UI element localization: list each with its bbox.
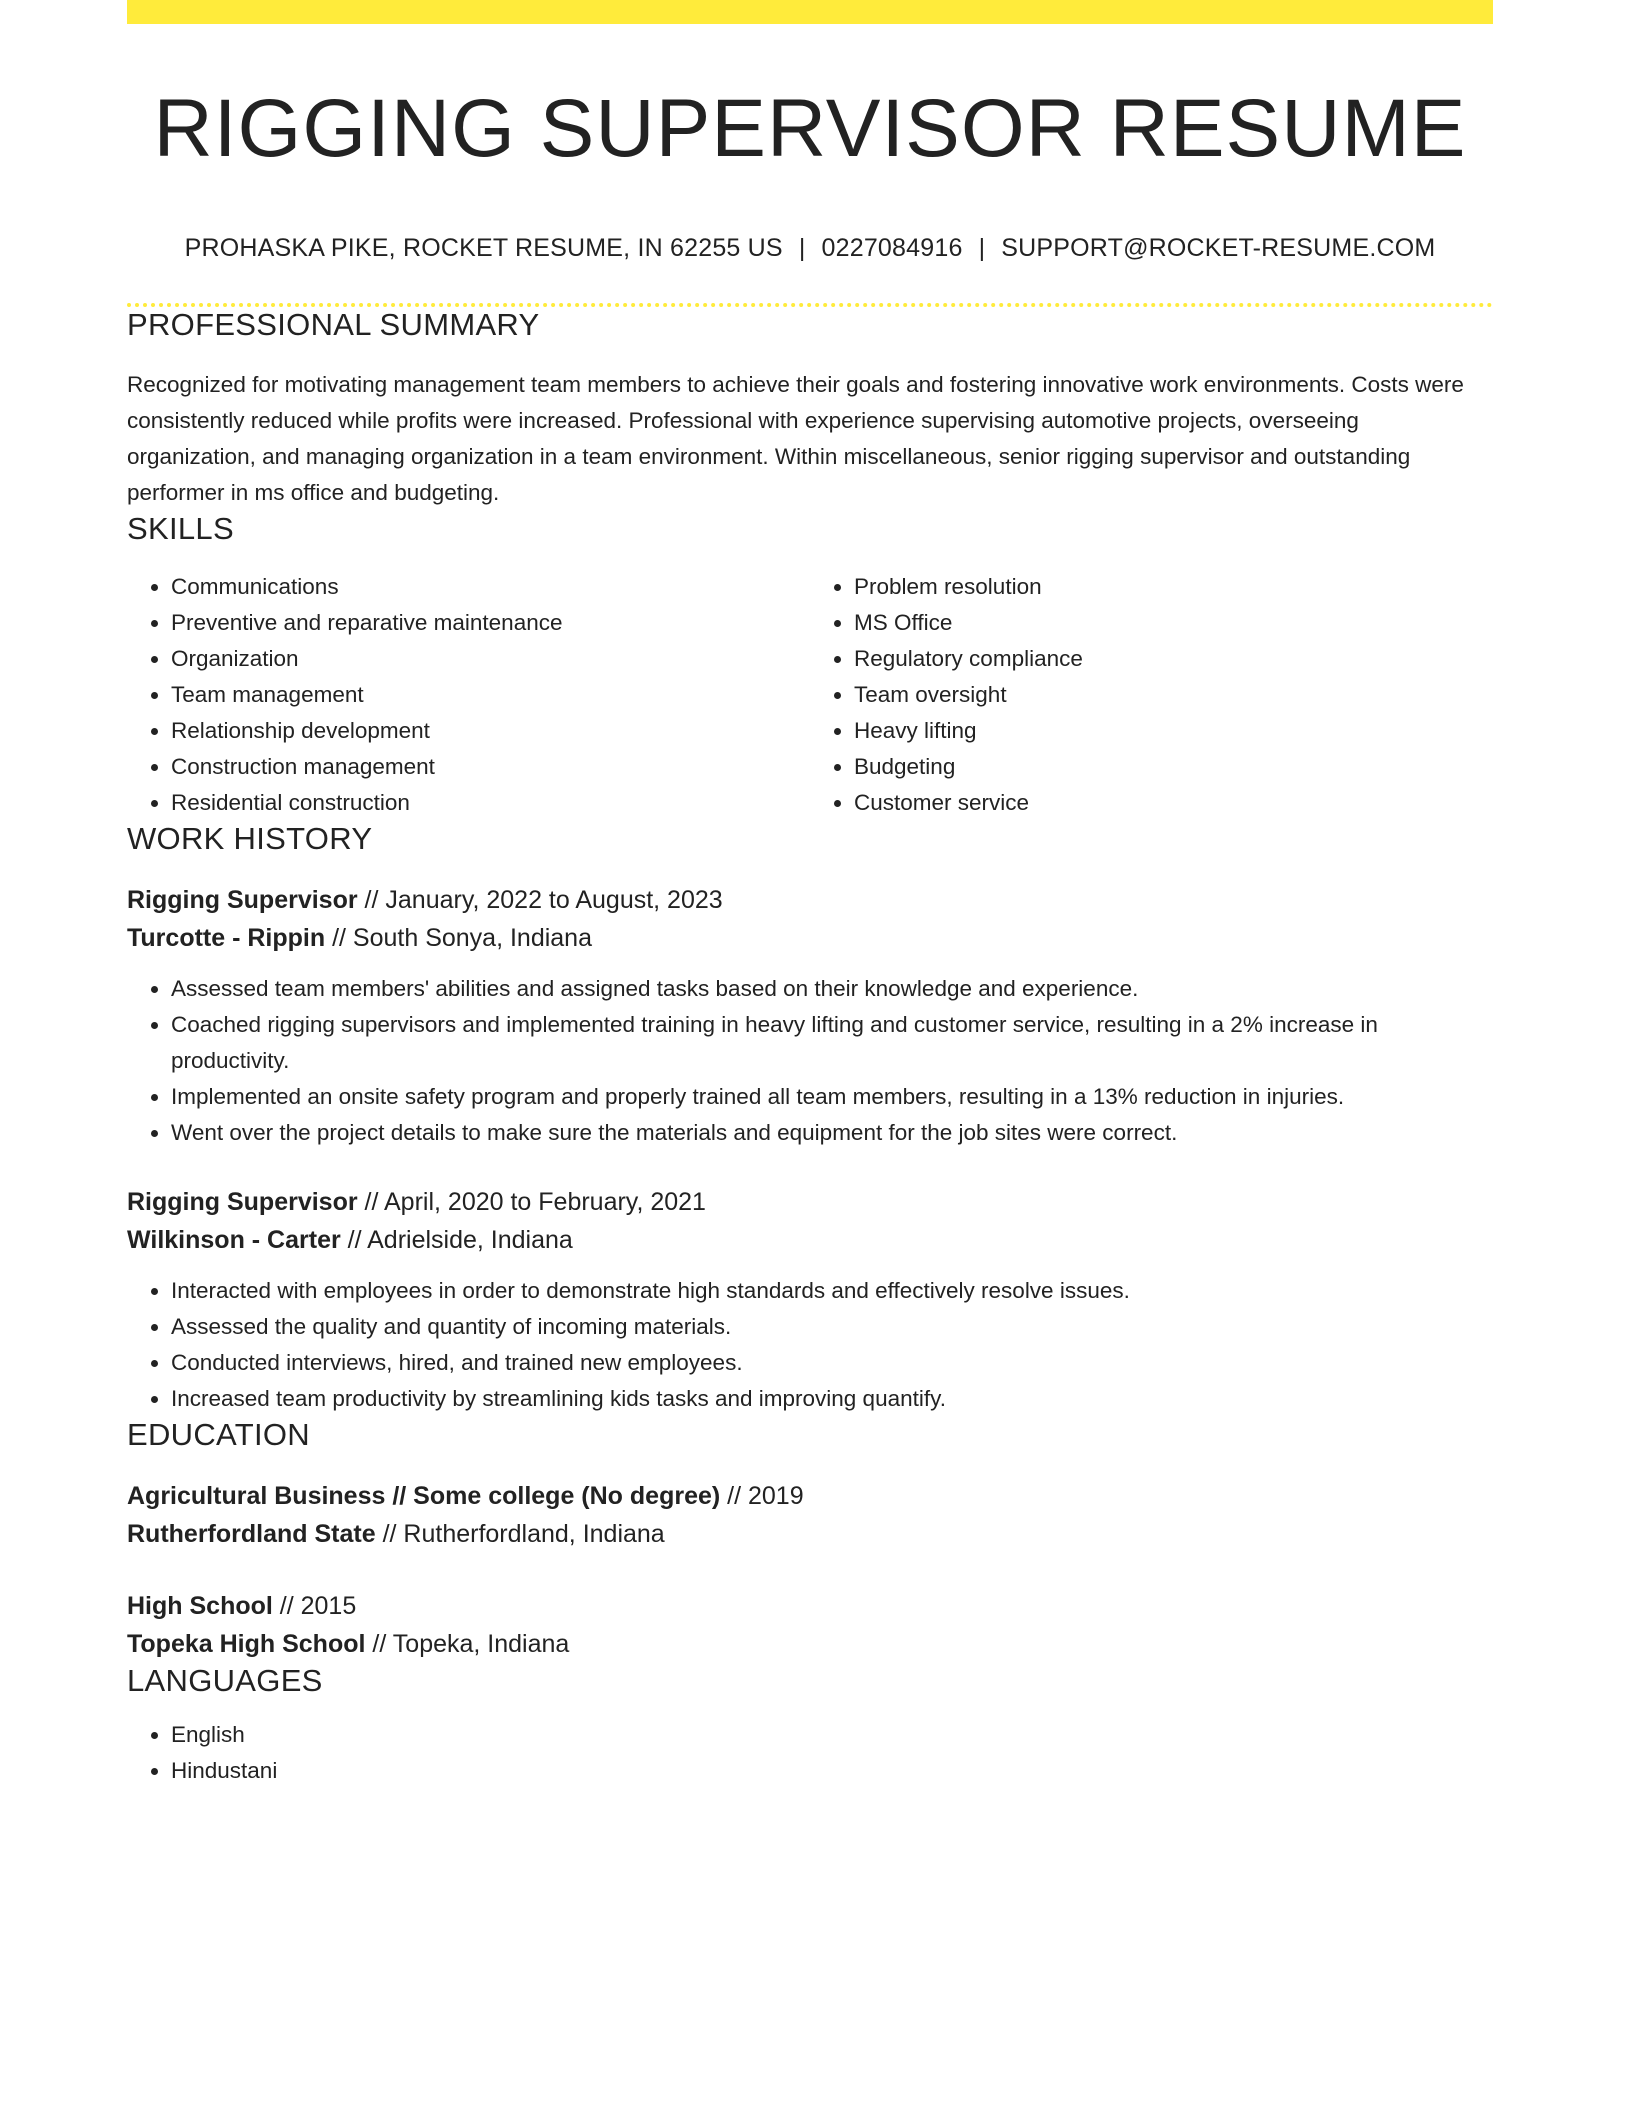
duty-item: • Conducted interviews, hired, and trained new employees. (171, 1345, 1493, 1381)
job-title-line (127, 881, 1493, 919)
education-school: Rutherfordland State (127, 1520, 376, 1549)
job-dates: // April, 2020 to February, 2021 (364, 1188, 706, 1217)
education-heading: EDUCATION (127, 1417, 310, 1453)
duty-item: • Went over the project details to make sure the materials and equipment for the job sites were correct. (171, 1115, 1493, 1151)
resume-page (127, 0, 1493, 1789)
job-location: // South Sonya, Indiana (332, 924, 592, 953)
contact-separator: | (978, 234, 986, 263)
languages-list (127, 1717, 1493, 1789)
duty-item: • Assessed team members' abilities and assigned tasks based on their knowledge and experience. (171, 971, 1493, 1007)
language-item: • Hindustani (171, 1753, 1493, 1789)
duty-item: • Implemented an onsite safety program and properly trained all team members, resulting in a 13% reduction in injuries. (171, 1079, 1493, 1115)
education-year: // 2019 (727, 1482, 804, 1511)
education-entry (127, 1587, 1493, 1663)
contact-phone: 0227084916 (821, 234, 963, 263)
contact-address: PROHASKA PIKE, ROCKET RESUME, IN 62255 US (184, 234, 783, 263)
education-year: // 2015 (279, 1592, 357, 1621)
skills-list (127, 569, 1493, 821)
skill-item: • Team management (171, 677, 810, 713)
job-company: Turcotte - Rippin (127, 924, 326, 953)
skills-column-left (127, 569, 810, 821)
job-company: Wilkinson - Carter (127, 1226, 341, 1255)
job-duties (127, 1273, 1493, 1417)
skills-column-right (810, 569, 1493, 821)
job-title: Rigging Supervisor (127, 1188, 358, 1217)
job-duties (127, 971, 1493, 1151)
skill-item: • Relationship development (171, 713, 810, 749)
skill-item: • Team oversight (854, 677, 1493, 713)
duty-item: • Interacted with employees in order to demonstrate high standards and effectively resolve issues. (171, 1273, 1493, 1309)
education-school-line (127, 1625, 1493, 1663)
contact-separator: | (798, 234, 806, 263)
job-entry (127, 881, 1493, 1151)
contact-email: SUPPORT@ROCKET-RESUME.COM (1001, 234, 1436, 263)
contact-line (127, 234, 1493, 263)
summary-text: Recognized for motivating management team members to achieve their goals and fostering innovative work environments. Costs were consistently reduced while profits were increased. Professional with experience supervising automotive projects, overseeing organization, and managing organization in a team environment. Within miscellaneous, senior rigging supervisor and outstanding performer in ms office and budgeting. (127, 372, 1464, 506)
skill-item: • Problem resolution (854, 569, 1493, 605)
job-company-line (127, 919, 1493, 957)
skill-item: • Customer service (854, 785, 1493, 821)
education-degree-line (127, 1587, 1493, 1625)
work-history-heading: WORK HISTORY (127, 821, 373, 857)
skill-item: • Communications (171, 569, 810, 605)
education-school: Topeka High School (127, 1630, 366, 1659)
skills-heading: SKILLS (127, 511, 234, 547)
resume-title: RIGGING SUPERVISOR RESUME (153, 83, 1467, 174)
skill-item: • Heavy lifting (854, 713, 1493, 749)
job-company-line (127, 1221, 1493, 1259)
education-location: // Topeka, Indiana (372, 1630, 570, 1659)
education-degree: High School (127, 1592, 273, 1621)
duty-item: • Coached rigging supervisors and implemented training in heavy lifting and customer service, resulting in a 2% increase in productivity. (171, 1007, 1493, 1079)
skill-item: • Preventive and reparative maintenance (171, 605, 810, 641)
accent-top-bar (127, 0, 1493, 24)
education-school-line (127, 1515, 1493, 1553)
education-entry (127, 1477, 1493, 1553)
job-entry (127, 1183, 1493, 1417)
duty-item: • Assessed the quality and quantity of incoming materials. (171, 1309, 1493, 1345)
skill-item: • Construction management (171, 749, 810, 785)
duty-item: • Increased team productivity by streamlining kids tasks and improving quantify. (171, 1381, 1493, 1417)
education-degree-line (127, 1477, 1493, 1515)
job-title: Rigging Supervisor (127, 886, 358, 915)
job-dates: // January, 2022 to August, 2023 (364, 886, 723, 915)
job-title-line (127, 1183, 1493, 1221)
skill-item: • Organization (171, 641, 810, 677)
languages-heading: LANGUAGES (127, 1663, 323, 1699)
skill-item: • Residential construction (171, 785, 810, 821)
education-location: // Rutherfordland, Indiana (382, 1520, 665, 1549)
skill-item: • Regulatory compliance (854, 641, 1493, 677)
education-degree: Agricultural Business // Some college (No degree) (127, 1482, 721, 1511)
job-location: // Adrielside, Indiana (347, 1226, 573, 1255)
skill-item: • MS Office (854, 605, 1493, 641)
language-item: • English (171, 1717, 1493, 1753)
summary-heading: PROFESSIONAL SUMMARY (127, 307, 540, 343)
skill-item: • Budgeting (854, 749, 1493, 785)
